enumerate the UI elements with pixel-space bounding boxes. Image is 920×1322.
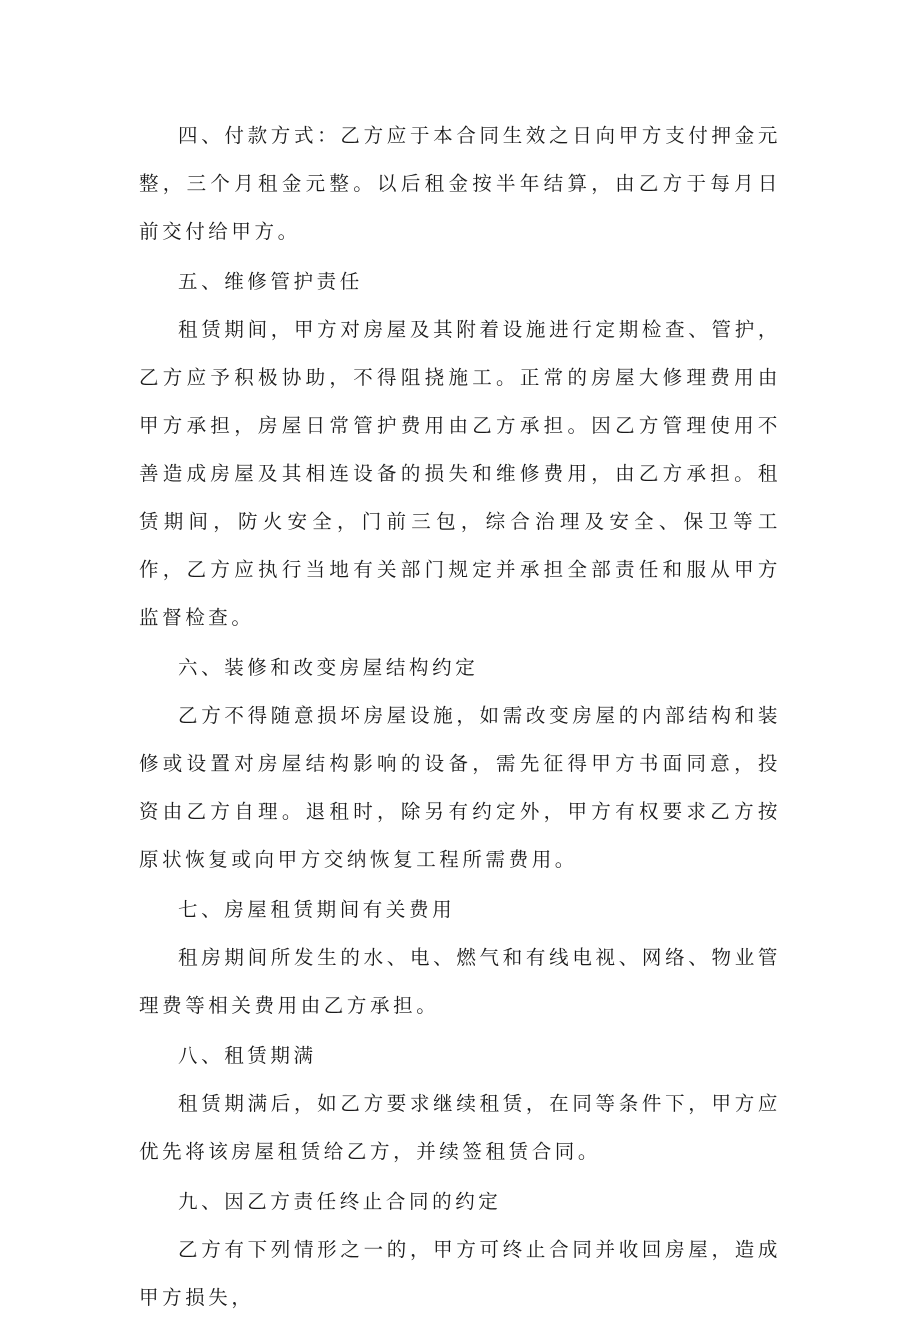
clause-7-fees-text: 租房期间所发生的水、电、燃气和有线电视、网络、物业管理费等相关费用由乙方承担。	[139, 946, 781, 1017]
clause-6-heading: 六、装修和改变房屋结构约定	[178, 656, 479, 679]
clause-7-heading: 七、房屋租赁期间有关费用	[178, 898, 456, 921]
clause-9-heading: 九、因乙方责任终止合同的约定	[178, 1190, 502, 1213]
document-body	[139, 112, 781, 1322]
clause-5-heading: 五、维修管护责任	[178, 270, 363, 293]
clause-4-payment-text: 四、付款方式：乙方应于本合同生效之日向甲方支付押金元整，三个月租金元整。以后租金按半年结算，由乙方于每月日前交付给甲方。	[139, 124, 781, 243]
clause-8-expiry-text: 租赁期满后，如乙方要求继续租赁，在同等条件下，甲方应优先将该房屋租赁给乙方，并续签租赁合同。	[139, 1092, 781, 1163]
clause-8-heading: 八、租赁期满	[178, 1044, 317, 1067]
clause-9-termination-text: 乙方有下列情形之一的，甲方可终止合同并收回房屋，造成甲方损失，	[139, 1238, 781, 1309]
clause-6-renovation-text: 乙方不得随意损坏房屋设施，如需改变房屋的内部结构和装修或设置对房屋结构影响的设备，需先征得甲方书面同意，投资由乙方自理。退租时，除另有约定外，甲方有权要求乙方按原状恢复或向甲方交纳恢复工程所需费用。	[139, 704, 781, 871]
clause-5-maintenance-text: 租赁期间，甲方对房屋及其附着设施进行定期检查、管护，乙方应予积极协助，不得阻挠施工。正常的房屋大修理费用由甲方承担，房屋日常管护费用由乙方承担。因乙方管理使用不善造成房屋及其相连设备的损失和维修费用，由乙方承担。租赁期间，防火安全，门前三包，综合治理及安全、保卫等工作，乙方应执行当地有关部门规定并承担全部责任和服从甲方监督检查。	[139, 318, 781, 629]
